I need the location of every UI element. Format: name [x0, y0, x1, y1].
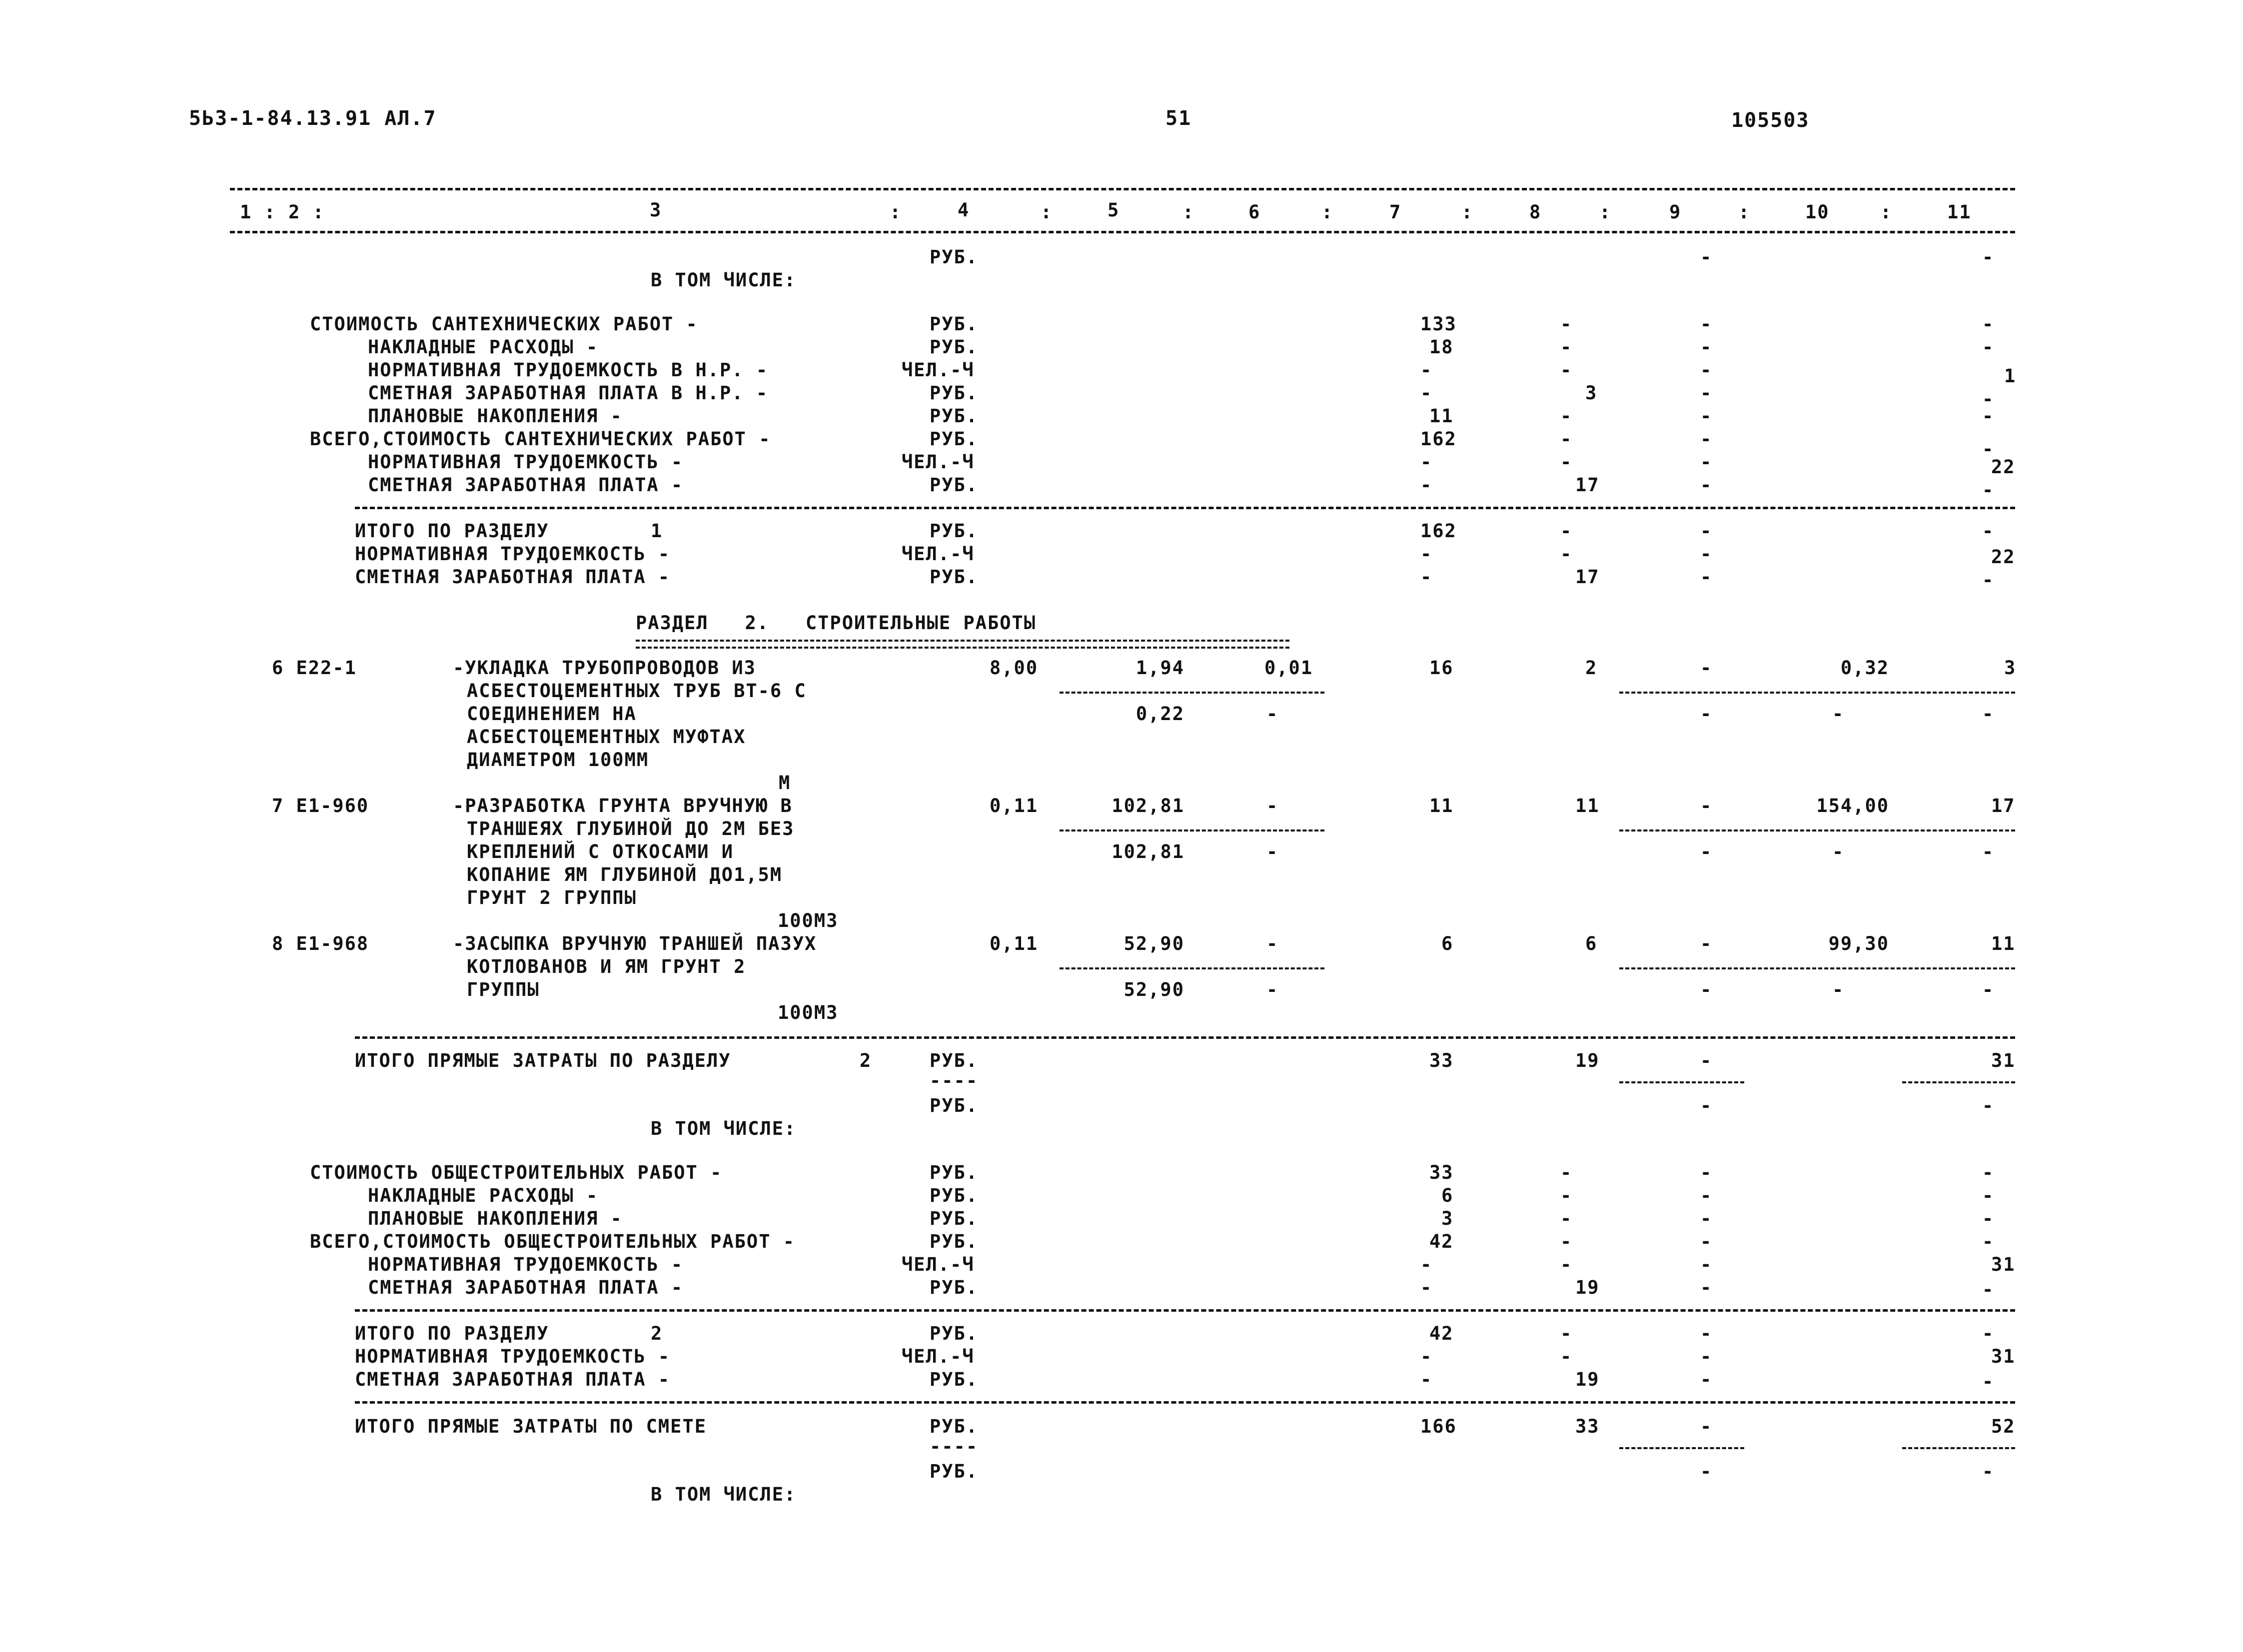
- unit-label: РУБ.: [930, 428, 979, 450]
- row-description: -УКЛАДКА ТРУБОПРОВОДОВ ИЗ: [453, 657, 756, 679]
- row-description: КОПАНИЕ ЯМ ГЛУБИНОЙ ДО1,5М: [467, 864, 783, 885]
- cell-value: 102,81: [1112, 841, 1184, 862]
- document-code: 5ЬЗ-1-84.13.91 АЛ.7: [189, 107, 437, 130]
- section-number: 2: [860, 1050, 872, 1071]
- section-title: РАЗДЕЛ 2. СТРОИТЕЛЬНЫЕ РАБОТЫ: [636, 612, 1037, 634]
- cell-value: 154,00: [1816, 795, 1889, 817]
- cell-value: 6: [1441, 1185, 1454, 1206]
- cell-value: 0,11: [990, 933, 1039, 954]
- cell-value: 22: [1991, 456, 2016, 478]
- cell-value: -: [1420, 451, 1433, 473]
- cell-value: 31: [1991, 1346, 2016, 1367]
- cell-value: -: [1700, 1185, 1713, 1206]
- cell-value: 1,94: [1135, 657, 1184, 679]
- cell-value: -: [1420, 1369, 1433, 1390]
- cell-value: -: [1700, 1095, 1713, 1116]
- cell-value: -: [1420, 359, 1433, 381]
- cell-value: 17: [1575, 566, 1600, 588]
- cell-value: 162: [1420, 520, 1457, 542]
- row-unit: 100М3: [778, 1002, 839, 1023]
- cell-value: -: [1700, 1162, 1713, 1183]
- cell-value: -: [1266, 933, 1279, 954]
- total-label: ИТОГО ПРЯМЫЕ ЗАТРАТЫ ПО СМЕТЕ: [355, 1416, 707, 1437]
- cell-rule: [1619, 1447, 1744, 1449]
- unit-underline: ----: [930, 1070, 979, 1091]
- cell-value: -: [1420, 566, 1433, 588]
- cell-value: -: [1560, 451, 1573, 473]
- unit-label: РУБ.: [930, 1461, 979, 1482]
- row-description: ГРУППЫ: [467, 979, 540, 1000]
- cell-value: -: [1982, 1323, 1995, 1344]
- row-code: 6 Е22-1: [272, 657, 357, 679]
- column-header: 11: [1947, 201, 1972, 223]
- cell-value: -: [1560, 1162, 1573, 1183]
- cell-value: 52: [1991, 1416, 2016, 1437]
- unit-label: РУБ.: [930, 474, 979, 496]
- cell-value: -: [1700, 841, 1713, 862]
- cell-value: 16: [1429, 657, 1454, 679]
- cell-value: -: [1420, 543, 1433, 565]
- cell-value: -: [1700, 543, 1713, 565]
- cell-value: 0,32: [1840, 657, 1889, 679]
- row-description: СОЕДИНЕНИЕМ НА: [467, 703, 637, 725]
- unit-label: РУБ.: [930, 246, 979, 268]
- cell-value: 19: [1575, 1277, 1600, 1298]
- cell-value: 102,81: [1112, 795, 1184, 817]
- cell-value: 31: [1991, 1050, 2016, 1071]
- cell-value: 42: [1429, 1231, 1454, 1252]
- cell-value: -: [1700, 933, 1713, 954]
- total-label: СМЕТНАЯ ЗАРАБОТНАЯ ПЛАТА -: [355, 566, 671, 588]
- item-label: НОРМАТИВНАЯ ТРУДОЕМКОСТЬ -: [368, 451, 684, 473]
- cell-rule: [1619, 829, 2015, 831]
- cell-rule: [1619, 967, 2015, 969]
- cell-value: -: [1700, 1208, 1713, 1229]
- column-separator: :: [1880, 201, 1893, 223]
- cell-value: 3: [1441, 1208, 1454, 1229]
- cell-value: -: [1560, 359, 1573, 381]
- row-description: ТРАНШЕЯХ ГЛУБИНОЙ ДО 2М БЕЗ: [467, 818, 795, 839]
- cell-value: -: [1700, 1231, 1713, 1252]
- cell-value: -: [1266, 841, 1279, 862]
- section-number: 1: [651, 520, 663, 542]
- column-header: 9: [1669, 201, 1682, 223]
- row-description: ДИАМЕТРОМ 100ММ: [467, 749, 649, 771]
- unit-label: РУБ.: [930, 520, 979, 542]
- unit-label: РУБ.: [930, 1185, 979, 1206]
- cell-value: -: [1982, 1208, 1995, 1229]
- row-unit: 100М3: [778, 910, 839, 931]
- total-label: НОРМАТИВНАЯ ТРУДОЕМКОСТЬ -: [355, 543, 671, 565]
- item-label: НАКЛАДНЫЕ РАСХОДЫ -: [368, 1185, 599, 1206]
- item-label: НОРМАТИВНАЯ ТРУДОЕМКОСТЬ -: [368, 1254, 684, 1275]
- cell-value: -: [1982, 520, 1995, 542]
- cell-value: -: [1982, 841, 1995, 862]
- cell-value: -: [1560, 1346, 1573, 1367]
- section-subheading: В ТОМ ЧИСЛЕ:: [651, 269, 797, 291]
- row-unit: М: [779, 772, 791, 794]
- rule: [355, 507, 2015, 509]
- cell-value: -: [1832, 979, 1845, 1000]
- cell-value: -: [1700, 474, 1713, 496]
- column-header: 6: [1248, 201, 1261, 223]
- cell-rule: [1060, 967, 1324, 969]
- cell-value: 8,00: [990, 657, 1039, 679]
- item-label: СМЕТНАЯ ЗАРАБОТНАЯ ПЛАТА -: [368, 474, 684, 496]
- total-label: ИТОГО ПО РАЗДЕЛУ: [355, 1323, 549, 1344]
- item-label: СТОИМОСТЬ ОБЩЕСТРОИТЕЛЬНЫХ РАБОТ -: [310, 1162, 723, 1183]
- cell-value: -: [1982, 313, 1995, 335]
- cell-value: 0,11: [990, 795, 1039, 817]
- unit-label: РУБ.: [930, 1231, 979, 1252]
- column-separator: :: [1461, 201, 1474, 223]
- row-description: КОТЛОВАНОВ И ЯМ ГРУНТ 2: [467, 956, 746, 977]
- cell-value: -: [1420, 1254, 1433, 1275]
- cell-value: 33: [1429, 1050, 1454, 1071]
- cell-value: -: [1700, 246, 1713, 268]
- cell-value: -: [1420, 474, 1433, 496]
- unit-label: РУБ.: [930, 1162, 979, 1183]
- row-description: -ЗАСЫПКА ВРУЧНУЮ ТРАНШЕЙ ПАЗУХ: [453, 933, 817, 954]
- cell-value: 42: [1429, 1323, 1454, 1344]
- section-subheading: В ТОМ ЧИСЛЕ:: [651, 1118, 797, 1139]
- unit-label: РУБ.: [930, 1323, 979, 1344]
- section-title-underline: [636, 640, 1289, 649]
- cell-rule: [1619, 692, 2015, 694]
- cell-value: 11: [1429, 795, 1454, 817]
- cell-value: 33: [1429, 1162, 1454, 1183]
- item-label: НАКЛАДНЫЕ РАСХОДЫ -: [368, 336, 599, 358]
- cell-value: 3: [1585, 382, 1598, 404]
- cell-value: 11: [1429, 405, 1454, 427]
- header-rule-bottom: [230, 231, 2015, 233]
- row-description: ГРУНТ 2 ГРУППЫ: [467, 887, 637, 908]
- cell-value: -: [1700, 795, 1713, 817]
- cell-value: -: [1982, 336, 1995, 358]
- cell-value: -: [1420, 1277, 1433, 1298]
- cell-value: -: [1560, 1323, 1573, 1344]
- unit-label: РУБ.: [930, 1095, 979, 1116]
- cell-value: 19: [1575, 1050, 1600, 1071]
- cell-value: -: [1700, 405, 1713, 427]
- cell-value: -: [1700, 520, 1713, 542]
- document-number: 105503: [1731, 109, 1810, 132]
- cell-value: -: [1982, 388, 1995, 410]
- cell-value: -: [1700, 336, 1713, 358]
- cell-value: -: [1700, 1277, 1713, 1298]
- cell-value: 99,30: [1828, 933, 1889, 954]
- item-label: ПЛАНОВЫЕ НАКОПЛЕНИЯ -: [368, 1208, 623, 1229]
- item-label: ВСЕГО,СТОИМОСТЬ САНТЕХНИЧЕСКИХ РАБОТ -: [310, 428, 771, 450]
- cell-value: 1: [2004, 365, 2017, 387]
- unit-label: РУБ.: [930, 1416, 979, 1437]
- cell-value: 166: [1420, 1416, 1457, 1437]
- unit-label: ЧЕЛ.-Ч: [902, 451, 975, 473]
- cell-value: -: [1700, 1346, 1713, 1367]
- cell-value: -: [1982, 569, 1995, 591]
- cell-value: -: [1700, 313, 1713, 335]
- total-label: ИТОГО ПО РАЗДЕЛУ: [355, 520, 549, 542]
- cell-rule: [1060, 829, 1324, 831]
- cell-value: -: [1700, 979, 1713, 1000]
- row-description: КРЕПЛЕНИЙ С ОТКОСАМИ И: [467, 841, 734, 862]
- cell-value: 2: [1585, 657, 1598, 679]
- column-separator: :: [1738, 201, 1751, 223]
- cell-value: -: [1982, 1371, 1995, 1392]
- cell-rule: [1902, 1081, 2015, 1083]
- cell-value: -: [1560, 1185, 1573, 1206]
- cell-value: -: [1832, 703, 1845, 725]
- column-header: 5: [1108, 199, 1120, 221]
- cell-value: -: [1560, 428, 1573, 450]
- cell-value: 11: [1575, 795, 1600, 817]
- cell-value: -: [1700, 657, 1713, 679]
- cell-value: 31: [1991, 1254, 2016, 1275]
- column-separator: :: [890, 201, 902, 223]
- rule: [355, 1401, 2015, 1404]
- cell-value: -: [1560, 313, 1573, 335]
- total-label: СМЕТНАЯ ЗАРАБОТНАЯ ПЛАТА -: [355, 1369, 671, 1390]
- cell-value: -: [1982, 1185, 1995, 1206]
- cell-rule: [1619, 1081, 1744, 1083]
- unit-label: РУБ.: [930, 405, 979, 427]
- unit-label: РУБ.: [930, 382, 979, 404]
- cell-value: -: [1560, 336, 1573, 358]
- cell-value: -: [1982, 479, 1995, 501]
- cell-value: -: [1560, 1208, 1573, 1229]
- cell-value: -: [1982, 405, 1995, 427]
- cell-value: -: [1982, 1231, 1995, 1252]
- cell-value: 6: [1441, 933, 1454, 954]
- cell-value: -: [1560, 520, 1573, 542]
- cell-value: -: [1700, 1369, 1713, 1390]
- cell-value: 3: [2004, 657, 2017, 679]
- cell-rule: [1060, 692, 1324, 694]
- cell-value: -: [1560, 405, 1573, 427]
- cell-value: -: [1982, 703, 1995, 725]
- cell-value: 162: [1420, 428, 1457, 450]
- cell-value: -: [1560, 1254, 1573, 1275]
- cell-value: -: [1700, 1050, 1713, 1071]
- section-number: 2: [651, 1323, 663, 1344]
- unit-label: ЧЕЛ.-Ч: [902, 543, 975, 565]
- cell-value: -: [1982, 1461, 1995, 1482]
- item-label: ПЛАНОВЫЕ НАКОПЛЕНИЯ -: [368, 405, 623, 427]
- column-header: 3: [650, 199, 662, 221]
- section-subheading: В ТОМ ЧИСЛЕ:: [651, 1484, 797, 1505]
- unit-label: РУБ.: [930, 336, 979, 358]
- header-rule-top: [230, 188, 2015, 190]
- cell-value: 19: [1575, 1369, 1600, 1390]
- unit-label: ЧЕЛ.-Ч: [902, 359, 975, 381]
- cell-value: 17: [1991, 795, 2016, 817]
- cell-value: -: [1700, 1416, 1713, 1437]
- cell-value: -: [1982, 979, 1995, 1000]
- cell-value: -: [1700, 382, 1713, 404]
- cell-value: 33: [1575, 1416, 1600, 1437]
- cell-value: -: [1266, 703, 1279, 725]
- unit-label: РУБ.: [930, 1369, 979, 1390]
- column-separator: :: [1041, 201, 1053, 223]
- item-label: СТОИМОСТЬ САНТЕХНИЧЕСКИХ РАБОТ -: [310, 313, 698, 335]
- rule: [355, 1309, 2015, 1312]
- cell-value: -: [1982, 1162, 1995, 1183]
- cell-value: -: [1700, 566, 1713, 588]
- total-label: НОРМАТИВНАЯ ТРУДОЕМКОСТЬ -: [355, 1346, 671, 1367]
- cell-value: 133: [1420, 313, 1457, 335]
- cell-value: -: [1700, 703, 1713, 725]
- row-description: АСБЕСТОЦЕМЕНТНЫХ ТРУБ ВТ-6 С: [467, 680, 807, 702]
- row-description: АСБЕСТОЦЕМЕНТНЫХ МУФТАХ: [467, 726, 746, 748]
- cell-value: -: [1700, 1254, 1713, 1275]
- column-separator: :: [1599, 201, 1612, 223]
- unit-label: ЧЕЛ.-Ч: [902, 1254, 975, 1275]
- item-label: СМЕТНАЯ ЗАРАБОТНАЯ ПЛАТА В Н.Р. -: [368, 382, 769, 404]
- cell-value: 0,01: [1264, 657, 1313, 679]
- column-header: 10: [1805, 201, 1830, 223]
- cell-value: -: [1700, 428, 1713, 450]
- unit-label: РУБ.: [930, 1277, 979, 1298]
- cell-value: -: [1420, 1346, 1433, 1367]
- unit-label: РУБ.: [930, 313, 979, 335]
- cell-value: -: [1700, 1461, 1713, 1482]
- total-label: ИТОГО ПРЯМЫЕ ЗАТРАТЫ ПО РАЗДЕЛУ: [355, 1050, 731, 1071]
- cell-value: 0,22: [1135, 703, 1184, 725]
- cell-value: 6: [1585, 933, 1598, 954]
- unit-label: ЧЕЛ.-Ч: [902, 1346, 975, 1367]
- cell-value: -: [1420, 382, 1433, 404]
- cell-rule: [1902, 1447, 2015, 1449]
- cell-value: -: [1982, 246, 1995, 268]
- column-separator: :: [1321, 201, 1334, 223]
- column-header: 1 : 2 :: [240, 201, 325, 223]
- cell-value: 52,90: [1123, 979, 1184, 1000]
- unit-underline: ----: [930, 1436, 979, 1457]
- unit-label: РУБ.: [930, 566, 979, 588]
- cell-value: -: [1982, 438, 1995, 460]
- cell-value: -: [1560, 1231, 1573, 1252]
- row-code: 7 Е1-960: [272, 795, 369, 817]
- unit-label: РУБ.: [930, 1050, 979, 1071]
- item-label: НОРМАТИВНАЯ ТРУДОЕМКОСТЬ В Н.Р. -: [368, 359, 769, 381]
- cell-value: 22: [1991, 546, 2016, 568]
- item-label: СМЕТНАЯ ЗАРАБОТНАЯ ПЛАТА -: [368, 1277, 684, 1298]
- cell-value: -: [1266, 795, 1279, 817]
- column-header: 8: [1529, 201, 1542, 223]
- page-number: 51: [1165, 107, 1192, 130]
- cell-value: -: [1560, 543, 1573, 565]
- column-header: 4: [958, 199, 970, 221]
- cell-value: -: [1700, 451, 1713, 473]
- cell-value: 52,90: [1123, 933, 1184, 954]
- rule: [355, 1036, 2015, 1039]
- cell-value: -: [1832, 841, 1845, 862]
- cell-value: 17: [1575, 474, 1600, 496]
- cell-value: -: [1700, 359, 1713, 381]
- cell-value: -: [1700, 1323, 1713, 1344]
- row-code: 8 Е1-968: [272, 933, 369, 954]
- item-label: ВСЕГО,СТОИМОСТЬ ОБЩЕСТРОИТЕЛЬНЫХ РАБОТ -: [310, 1231, 796, 1252]
- column-separator: :: [1182, 201, 1195, 223]
- cell-value: -: [1266, 979, 1279, 1000]
- cell-value: -: [1982, 1095, 1995, 1116]
- cell-value: -: [1982, 1279, 1995, 1300]
- unit-label: РУБ.: [930, 1208, 979, 1229]
- cell-value: 11: [1991, 933, 2016, 954]
- cell-value: 18: [1429, 336, 1454, 358]
- row-description: -РАЗРАБОТКА ГРУНТА ВРУЧНУЮ В: [453, 795, 793, 817]
- column-header: 7: [1389, 201, 1402, 223]
